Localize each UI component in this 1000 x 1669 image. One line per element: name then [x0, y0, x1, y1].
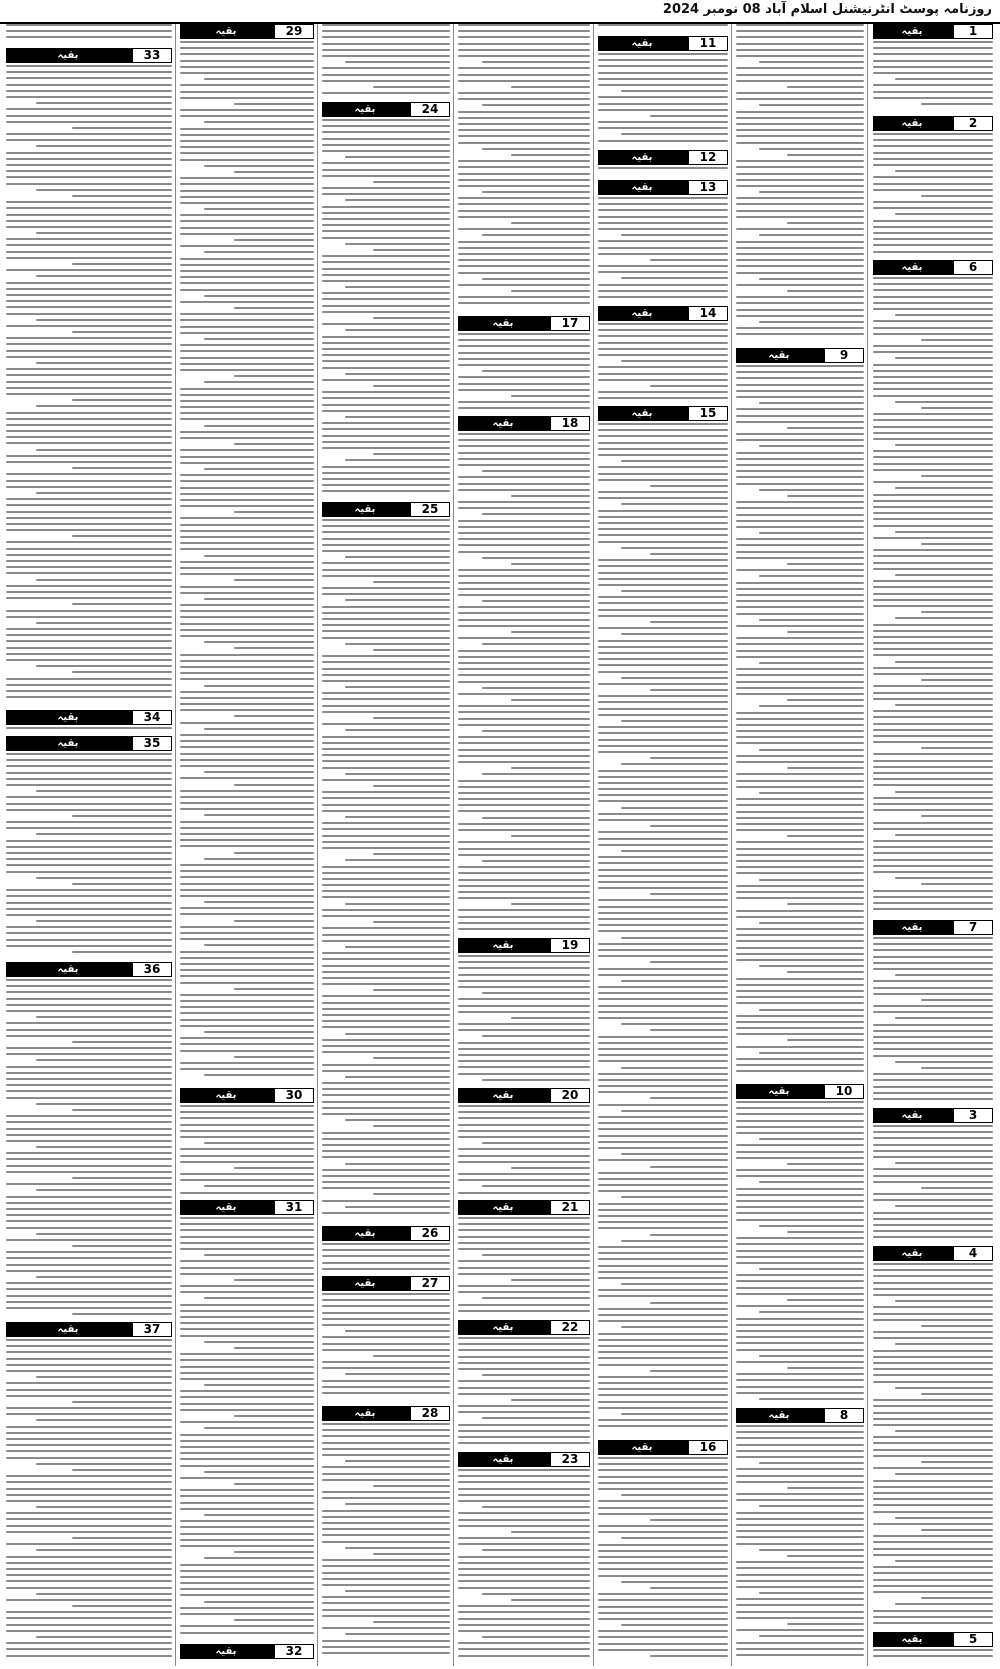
masthead [0, 0, 1000, 24]
article-text-block [6, 1339, 172, 1664]
continuation-label: بقیہ [492, 1202, 514, 1213]
article-text-block [598, 423, 728, 1438]
continuation-number: 31 [274, 1200, 314, 1215]
continuation-number: 29 [274, 24, 314, 39]
continuation-header [873, 260, 993, 275]
continuation-number: 1 [953, 24, 993, 39]
continuation-number: 4 [953, 1246, 993, 1261]
article-text-block [322, 1243, 450, 1274]
continuation-header [458, 1088, 590, 1103]
continuation-label: بقیہ [354, 1278, 376, 1289]
article-text-block [322, 519, 450, 1224]
continuation-label: بقیہ [901, 1634, 923, 1645]
continuation-header [873, 1632, 993, 1647]
continuation-label: بقیہ [492, 940, 514, 951]
continuation-label: بقیہ [215, 26, 237, 37]
continuation-header [180, 24, 314, 39]
article-text-block [458, 1105, 590, 1198]
column-7 [3, 24, 176, 1666]
continuation-label: بقیہ [354, 504, 376, 515]
continuation-label: بقیہ [354, 104, 376, 115]
continuation-number: 35 [132, 736, 172, 751]
continuation-header [598, 36, 728, 51]
article-text-block [736, 365, 864, 1082]
continuation-number: 6 [953, 260, 993, 275]
continuation-label: بقیہ [57, 50, 79, 61]
continuation-label: بقیہ [631, 38, 653, 49]
continuation-label: بقیہ [492, 318, 514, 329]
continuation-label: بقیہ [57, 712, 79, 723]
continuation-number: 23 [550, 1452, 590, 1467]
continuation-header [736, 1408, 864, 1423]
article-text-block [322, 24, 450, 100]
continuation-header [873, 920, 993, 935]
article-text-block [873, 41, 993, 114]
continuation-label: بقیہ [631, 308, 653, 319]
continuation-number: 14 [688, 306, 728, 321]
continuation-label: بقیہ [768, 1086, 790, 1097]
continuation-header [6, 710, 172, 725]
article-text-block [873, 937, 993, 1106]
continuation-number: 34 [132, 710, 172, 725]
continuation-header [6, 736, 172, 751]
article-text-block [736, 24, 864, 346]
article-text-block [322, 1423, 450, 1664]
continuation-number: 2 [953, 116, 993, 131]
continuation-label: بقیہ [901, 922, 923, 933]
continuation-header [180, 1088, 314, 1103]
continuation-header [322, 102, 450, 117]
continuation-header [180, 1644, 314, 1659]
article-text-block [458, 1217, 590, 1318]
continuation-number: 26 [410, 1226, 450, 1241]
continuation-label: بقیہ [631, 1442, 653, 1453]
continuation-label: بقیہ [492, 1322, 514, 1333]
article-text-block [598, 53, 728, 148]
continuation-header [458, 416, 590, 431]
article-text-block [180, 41, 314, 1086]
continuation-label: بقیہ [492, 1454, 514, 1465]
article-text-block [873, 1649, 993, 1664]
column-6 [177, 24, 318, 1666]
continuation-number: 7 [953, 920, 993, 935]
article-text-block [180, 1661, 314, 1664]
continuation-header [598, 180, 728, 195]
continuation-number: 10 [824, 1084, 864, 1099]
continuation-number: 11 [688, 36, 728, 51]
continuation-number: 24 [410, 102, 450, 117]
continuation-label: بقیہ [901, 26, 923, 37]
continuation-number: 5 [953, 1632, 993, 1647]
article-text-block [598, 197, 728, 304]
continuation-header [458, 1320, 590, 1335]
article-text-block [322, 119, 450, 500]
article-text-block [180, 1217, 314, 1642]
continuation-header [180, 1200, 314, 1215]
continuation-number: 28 [410, 1406, 450, 1421]
continuation-header [322, 1276, 450, 1291]
continuation-label: بقیہ [901, 262, 923, 273]
continuation-label: بقیہ [901, 1110, 923, 1121]
article-text-block [873, 1125, 993, 1244]
continuation-number: 9 [824, 348, 864, 363]
article-text-block [458, 1337, 590, 1450]
continuation-header [873, 1246, 993, 1261]
continuation-label: بقیہ [768, 1410, 790, 1421]
article-text-block [180, 1105, 314, 1198]
continuation-number: 33 [132, 48, 172, 63]
continuation-number: 22 [550, 1320, 590, 1335]
article-text-block [736, 1101, 864, 1406]
article-text-block [6, 979, 172, 1320]
continuation-number: 12 [688, 150, 728, 165]
continuation-label: بقیہ [901, 118, 923, 129]
continuation-number: 17 [550, 316, 590, 331]
continuation-header [322, 1226, 450, 1241]
continuation-header [322, 502, 450, 517]
continuation-header [6, 962, 172, 977]
article-text-block [873, 1263, 993, 1630]
article-text-block [6, 65, 172, 708]
continuation-number: 27 [410, 1276, 450, 1291]
continuation-header [598, 1440, 728, 1455]
continuation-header [873, 24, 993, 39]
article-text-block [458, 24, 590, 314]
article-text-block [598, 24, 728, 34]
column-1 [870, 24, 996, 1666]
article-text-block [322, 1293, 450, 1404]
article-text-block [6, 753, 172, 960]
article-text-block [598, 167, 728, 178]
column-5 [319, 24, 454, 1666]
article-text-block [736, 1425, 864, 1664]
continuation-number: 37 [132, 1322, 172, 1337]
continuation-number: 25 [410, 502, 450, 517]
continuation-number: 15 [688, 406, 728, 421]
continuation-number: 13 [688, 180, 728, 195]
continuation-label: بقیہ [901, 1248, 923, 1259]
article-text-block [458, 433, 590, 936]
continuation-label: بقیہ [631, 152, 653, 163]
continuation-label: بقیہ [57, 738, 79, 749]
continuation-number: 20 [550, 1088, 590, 1103]
continuation-number: 19 [550, 938, 590, 953]
continuation-header [458, 316, 590, 331]
continuation-label: بقیہ [631, 408, 653, 419]
continuation-header [6, 48, 172, 63]
continuation-number: 8 [824, 1408, 864, 1423]
continuation-label: بقیہ [215, 1202, 237, 1213]
continuation-header [598, 150, 728, 165]
continuation-header [736, 348, 864, 363]
continuation-header [458, 938, 590, 953]
continuation-label: بقیہ [354, 1228, 376, 1239]
continuation-header [873, 1108, 993, 1123]
continuation-label: بقیہ [354, 1408, 376, 1419]
continuation-label: بقیہ [57, 1324, 79, 1335]
article-text-block [598, 1457, 728, 1664]
article-text-block [873, 133, 993, 258]
continuation-header [458, 1200, 590, 1215]
column-4 [455, 24, 594, 1666]
continuation-header [322, 1406, 450, 1421]
continuation-header [598, 306, 728, 321]
continuation-number: 16 [688, 1440, 728, 1455]
continuation-number: 36 [132, 962, 172, 977]
article-text-block [458, 955, 590, 1086]
continuation-number: 18 [550, 416, 590, 431]
newspaper-page [4, 24, 996, 1666]
continuation-label: بقیہ [768, 350, 790, 361]
article-text-block [873, 277, 993, 918]
continuation-number: 30 [274, 1088, 314, 1103]
continuation-number: 3 [953, 1108, 993, 1123]
continuation-number: 21 [550, 1200, 590, 1215]
continuation-header [598, 406, 728, 421]
article-text-block [6, 727, 172, 734]
article-text-block [6, 24, 172, 46]
article-text-block [458, 333, 590, 414]
article-text-block [458, 1469, 590, 1664]
continuation-label: بقیہ [492, 418, 514, 429]
continuation-header [873, 116, 993, 131]
continuation-label: بقیہ [57, 964, 79, 975]
column-2 [733, 24, 868, 1666]
continuation-header [736, 1084, 864, 1099]
masthead-title: روزنامہ پوسٹ انٹرنیشنل اسلام آباد 08 نومبر 2024 [662, 2, 992, 17]
continuation-label: بقیہ [492, 1090, 514, 1101]
continuation-label: بقیہ [215, 1090, 237, 1101]
continuation-label: بقیہ [631, 182, 653, 193]
continuation-label: بقیہ [215, 1646, 237, 1657]
article-text-block [598, 323, 728, 404]
continuation-header [6, 1322, 172, 1337]
continuation-header [458, 1452, 590, 1467]
column-3 [595, 24, 732, 1666]
continuation-number: 32 [274, 1644, 314, 1659]
